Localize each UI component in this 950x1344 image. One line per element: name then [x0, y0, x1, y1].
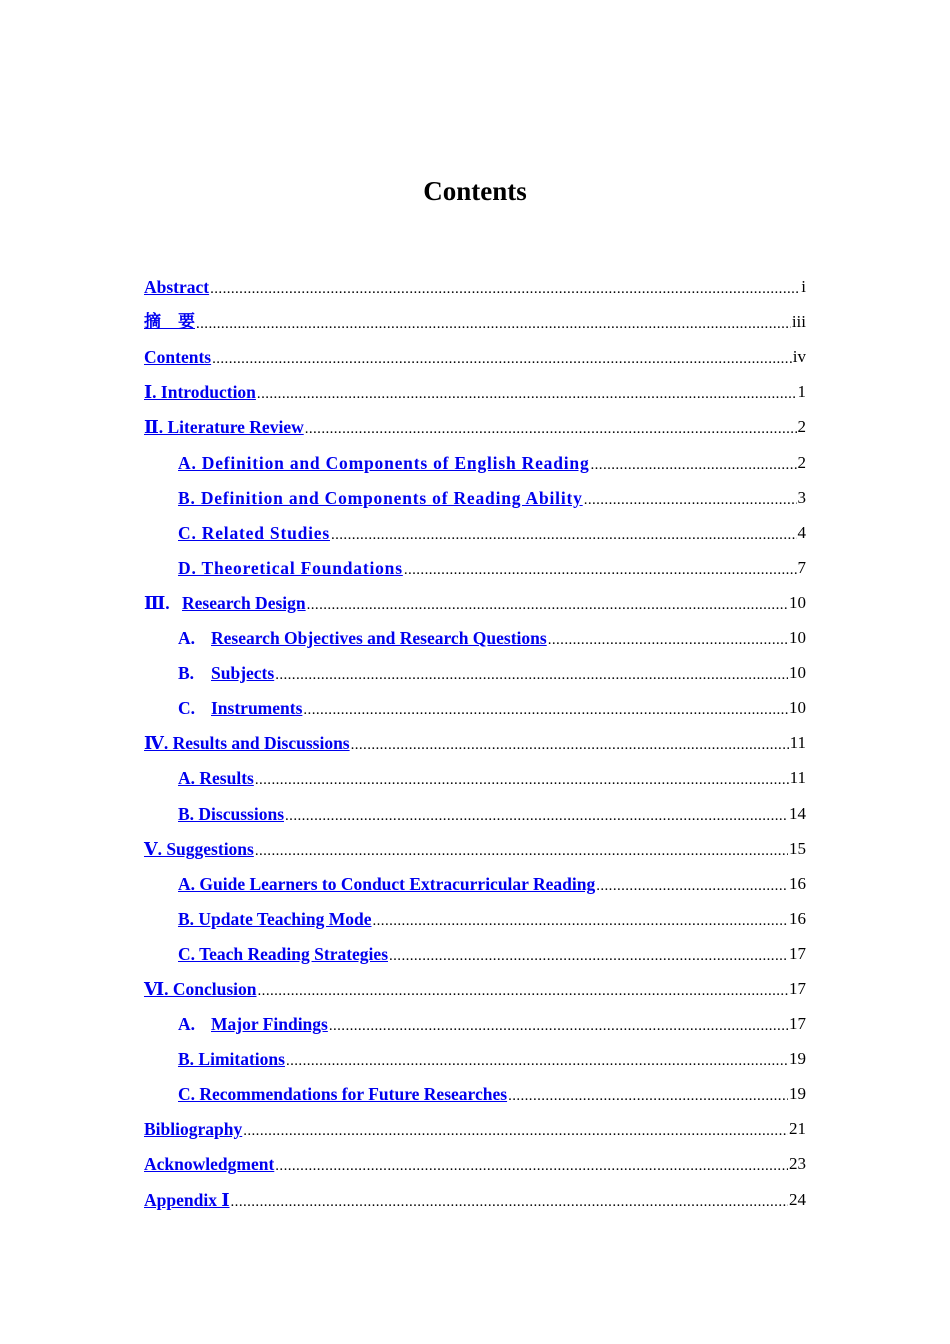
toc-row-recommendations [144, 1075, 806, 1110]
toc-row-research-objectives [144, 619, 806, 654]
toc-row-suggestions [144, 830, 806, 865]
dot-leader [591, 455, 797, 475]
toc-section-number: C. [178, 698, 196, 719]
toc-row-subjects [144, 654, 806, 689]
toc-page-number: 2 [797, 452, 806, 472]
dot-leader [255, 770, 789, 790]
toc-row-conclusion [144, 970, 806, 1005]
toc-row-discussions [144, 794, 806, 829]
toc-page-number: 16 [789, 873, 806, 893]
dot-leader [257, 384, 797, 404]
dot-leader [258, 981, 788, 1001]
dot-leader [196, 314, 791, 334]
dot-leader [331, 525, 797, 545]
page-title: Contents [423, 176, 527, 206]
toc-row-major-findings [144, 1005, 806, 1040]
toc-row-theoretical-foundations [144, 549, 806, 584]
toc-link-definition-english-reading[interactable]: A. Definition and Components of English Reading [178, 452, 590, 473]
toc-section-number: A. [178, 1014, 196, 1035]
dot-leader [303, 700, 788, 720]
dot-leader [231, 1192, 788, 1212]
toc-link-appendix[interactable]: Appendix Ⅰ [144, 1189, 230, 1210]
toc-link-instruments[interactable] [178, 696, 302, 720]
toc-page-number: 19 [789, 1084, 806, 1104]
table-of-contents [144, 268, 806, 1216]
toc-link-discussions[interactable]: B. Discussions [178, 803, 285, 824]
toc-row-instruments [144, 689, 806, 724]
toc-row-results-discussions [144, 724, 806, 759]
toc-page-number: 17 [789, 1014, 806, 1034]
dot-leader [275, 665, 788, 685]
toc-page-number: 17 [789, 943, 806, 963]
toc-link-acknowledgment[interactable]: Acknowledgment [144, 1154, 275, 1175]
toc-link-label: Major Findings [211, 1014, 328, 1035]
toc-link-research-objectives[interactable] [178, 626, 547, 650]
toc-row-introduction [144, 373, 806, 408]
toc-page-number: iv [792, 347, 806, 367]
toc-link-suggestions[interactable]: Ⅴ. Suggestions [144, 838, 254, 859]
toc-page-number: 14 [789, 803, 806, 823]
dot-leader [243, 1121, 788, 1141]
toc-page-number: 15 [789, 838, 806, 858]
toc-page-number: 3 [797, 487, 806, 507]
dot-leader [212, 349, 792, 369]
toc-link-label: Subjects [211, 663, 275, 684]
toc-link-introduction[interactable]: Ⅰ. Introduction [144, 382, 256, 403]
toc-link-conclusion[interactable]: Ⅵ. Conclusion [144, 978, 257, 999]
toc-link-major-findings[interactable] [178, 1012, 328, 1036]
toc-page-number: 11 [789, 733, 806, 753]
toc-page-number: 16 [789, 908, 806, 928]
toc-row-chinese-abstract [144, 303, 806, 338]
toc-page-number: 23 [789, 1154, 806, 1174]
dot-leader [351, 735, 789, 755]
dot-leader [255, 841, 788, 861]
toc-link-bibliography[interactable]: Bibliography [144, 1119, 243, 1140]
toc-row-acknowledgment [144, 1145, 806, 1180]
dot-leader [329, 1016, 788, 1036]
dot-leader [285, 806, 788, 826]
toc-link-label: Research Objectives and Research Questions [211, 628, 547, 649]
toc-row-bibliography [144, 1110, 806, 1145]
toc-link-results[interactable]: A. Results [178, 768, 254, 789]
toc-page-number: 2 [797, 417, 806, 437]
toc-link-definition-reading-ability[interactable]: B. Definition and Components of Reading Ability [178, 487, 583, 508]
dot-leader [584, 490, 797, 510]
dot-leader [373, 911, 789, 931]
toc-row-contents [144, 338, 806, 373]
toc-row-definition-english-reading [144, 443, 806, 478]
toc-link-extracurricular-reading[interactable]: A. Guide Learners to Conduct Extracurricular Reading [178, 873, 596, 894]
dot-leader [305, 419, 797, 439]
toc-link-abstract[interactable]: Abstract [144, 277, 210, 298]
toc-page-number: 11 [789, 768, 806, 788]
toc-page-number: 21 [789, 1119, 806, 1139]
toc-section-number: A. [178, 628, 196, 649]
toc-section-number: Ⅲ. [144, 592, 170, 613]
toc-page-number: 4 [797, 522, 806, 542]
toc-page-number: 19 [789, 1049, 806, 1069]
toc-page-number: iii [791, 312, 806, 332]
toc-row-extracurricular-reading [144, 865, 806, 900]
toc-row-abstract [144, 268, 806, 303]
toc-link-limitations[interactable]: B. Limitations [178, 1049, 285, 1070]
dot-leader [508, 1086, 788, 1106]
toc-row-research-design [144, 584, 806, 619]
toc-page-number: 10 [789, 592, 806, 612]
dot-leader [548, 630, 788, 650]
toc-section-number: B. [178, 663, 195, 684]
toc-row-results [144, 759, 806, 794]
toc-link-results-discussions[interactable]: Ⅳ. Results and Discussions [144, 733, 350, 754]
dot-leader [389, 946, 788, 966]
toc-link-theoretical-foundations[interactable]: D. Theoretical Foundations [178, 557, 403, 578]
toc-link-recommendations[interactable]: C. Recommendations for Future Researches [178, 1084, 508, 1105]
toc-row-related-studies [144, 514, 806, 549]
dot-leader [286, 1051, 788, 1071]
toc-page-number: 10 [789, 698, 806, 718]
toc-page-number: 7 [797, 557, 806, 577]
toc-row-teach-reading-strategies [144, 935, 806, 970]
toc-row-literature-review [144, 408, 806, 443]
toc-link-contents[interactable]: Contents [144, 347, 212, 368]
toc-row-limitations [144, 1040, 806, 1075]
toc-link-label: Research Design [182, 592, 306, 613]
toc-link-subjects[interactable] [178, 661, 274, 685]
toc-row-definition-reading-ability [144, 479, 806, 514]
dot-leader [275, 1156, 788, 1176]
toc-page-number: 17 [789, 978, 806, 998]
toc-link-update-teaching-mode[interactable]: B. Update Teaching Mode [178, 908, 372, 929]
toc-link-literature-review[interactable]: Ⅱ. Literature Review [144, 417, 304, 438]
toc-row-update-teaching-mode [144, 900, 806, 935]
dot-leader [596, 876, 788, 896]
toc-link-chinese-abstract[interactable]: 摘 要 [144, 312, 195, 333]
toc-page-number: 10 [789, 628, 806, 648]
toc-link-label: Instruments [211, 698, 303, 719]
dot-leader [404, 560, 797, 580]
dot-leader [210, 279, 800, 299]
toc-page-number: 24 [789, 1189, 806, 1209]
toc-link-research-design[interactable] [144, 591, 306, 615]
dot-leader [307, 595, 788, 615]
toc-link-related-studies[interactable]: C. Related Studies [178, 522, 330, 543]
toc-row-appendix [144, 1180, 806, 1215]
toc-page-number: 1 [797, 382, 806, 402]
toc-page-number: i [801, 277, 806, 297]
toc-link-teach-reading-strategies[interactable]: C. Teach Reading Strategies [178, 943, 388, 964]
toc-page-number: 10 [789, 663, 806, 683]
